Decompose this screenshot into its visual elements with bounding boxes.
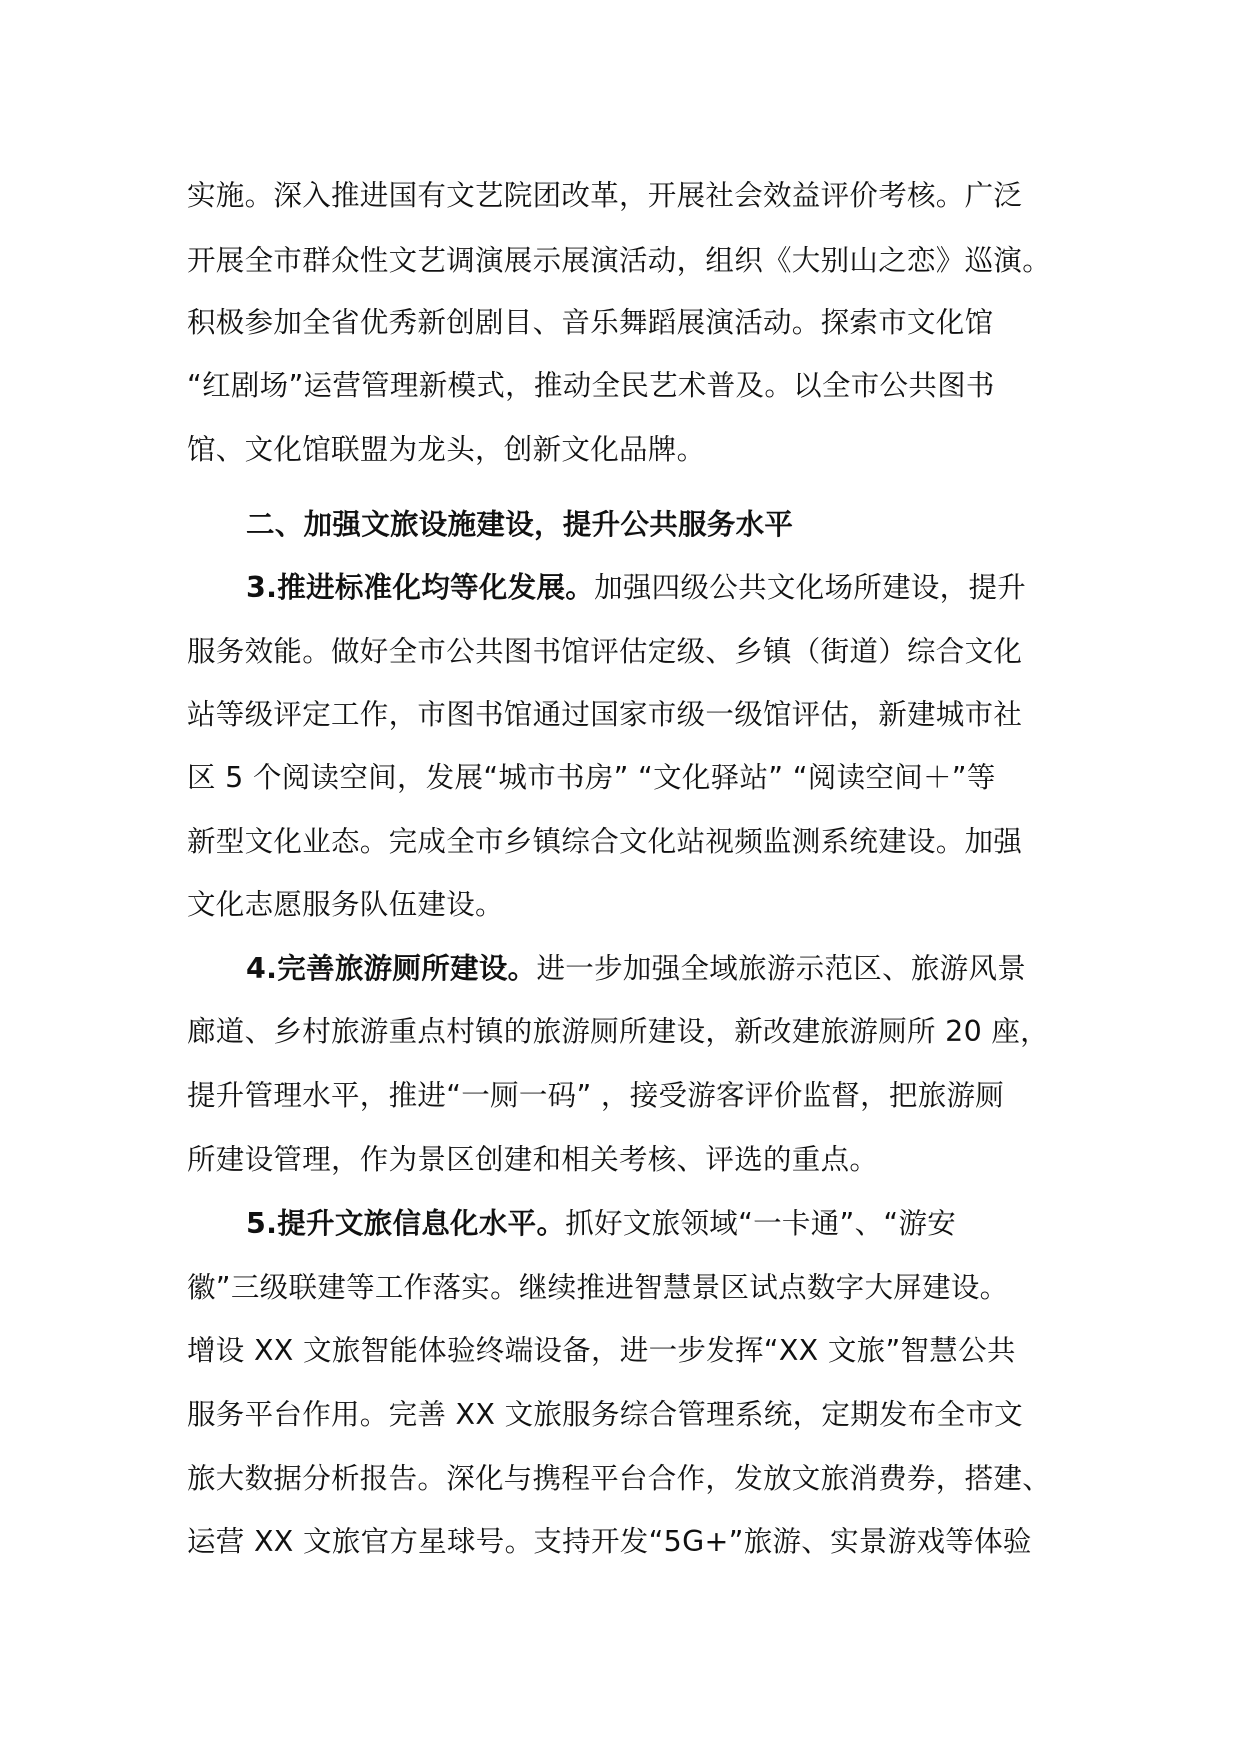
section-heading: 二、加强文旅设施建设，提升公共服务水平	[246, 508, 794, 541]
paragraph-line	[246, 949, 1057, 989]
paragraph-line: 开展全市群众性文艺调演展示展演活动，组织《大别山之恋》巡演。	[187, 244, 1052, 277]
paragraph-line: 廊道、乡村旅游重点村镇的旅游厕所建设，新改建旅游厕所 20 座，	[187, 1015, 1049, 1048]
paragraph-line	[246, 568, 1057, 608]
paragraph-line	[246, 1204, 1057, 1244]
paragraph-line: 新型文化业态。完成全市乡镇综合文化站视频监测系统建设。加强	[187, 825, 1023, 858]
item-text: 加强四级公共文化场所建设，提升	[594, 571, 1027, 604]
paragraph-line: 提升管理水平，推进“一厕一码” ，接受游客评价监督，把旅游厕	[187, 1079, 1005, 1112]
paragraph-line: “红剧场”运营管理新模式，推动全民艺术普及。以全市公共图书	[187, 369, 995, 402]
item-heading: 3.推进标准化均等化发展。	[246, 571, 595, 604]
paragraph-line: 增设 XX 文旅智能体验终端设备，进一步发挥“XX 文旅”智慧公共	[187, 1334, 1016, 1367]
paragraph-line: 积极参加全省优秀新创剧目、音乐舞蹈展演活动。探索市文化馆	[187, 306, 994, 339]
item-heading: 4.完善旅游厕所建设。	[246, 952, 537, 985]
paragraph-line: 徽”三级联建等工作落实。继续推进智慧景区试点数字大屏建设。	[187, 1271, 1009, 1304]
item-text: 进一步加强全域旅游示范区、旅游风景	[536, 952, 1027, 985]
paragraph-line: 区 5 个阅读空间，发展“城市书房” “文化驿站” “阅读空间＋”等	[187, 761, 996, 794]
paragraph-line: 旅大数据分析报告。深化与携程平台合作，发放文旅消费券，搭建、	[187, 1462, 1052, 1495]
paragraph-line: 运营 XX 文旅官方星球号。支持开发“5G+”旅游、实景游戏等体验	[187, 1525, 1032, 1558]
paragraph-line: 文化志愿服务队伍建设。	[187, 888, 504, 921]
paragraph-line: 馆、文化馆联盟为龙头，创新文化品牌。	[187, 433, 706, 466]
paragraph-line: 服务平台作用。完善 XX 文旅服务综合管理系统，定期发布全市文	[187, 1398, 1023, 1431]
paragraph-line: 站等级评定工作，市图书馆通过国家市级一级馆评估，新建城市社	[187, 698, 1023, 731]
item-heading: 5.提升文旅信息化水平。	[246, 1207, 566, 1240]
paragraph-line: 实施。深入推进国有文艺院团改革，开展社会效益评价考核。广泛	[187, 179, 1023, 212]
item-text: 抓好文旅领域“一卡通”、“游安	[565, 1207, 957, 1240]
paragraph-line: 所建设管理，作为景区创建和相关考核、评选的重点。	[187, 1143, 879, 1176]
paragraph-line: 服务效能。做好全市公共图书馆评估定级、乡镇（街道）综合文化	[187, 635, 1023, 668]
